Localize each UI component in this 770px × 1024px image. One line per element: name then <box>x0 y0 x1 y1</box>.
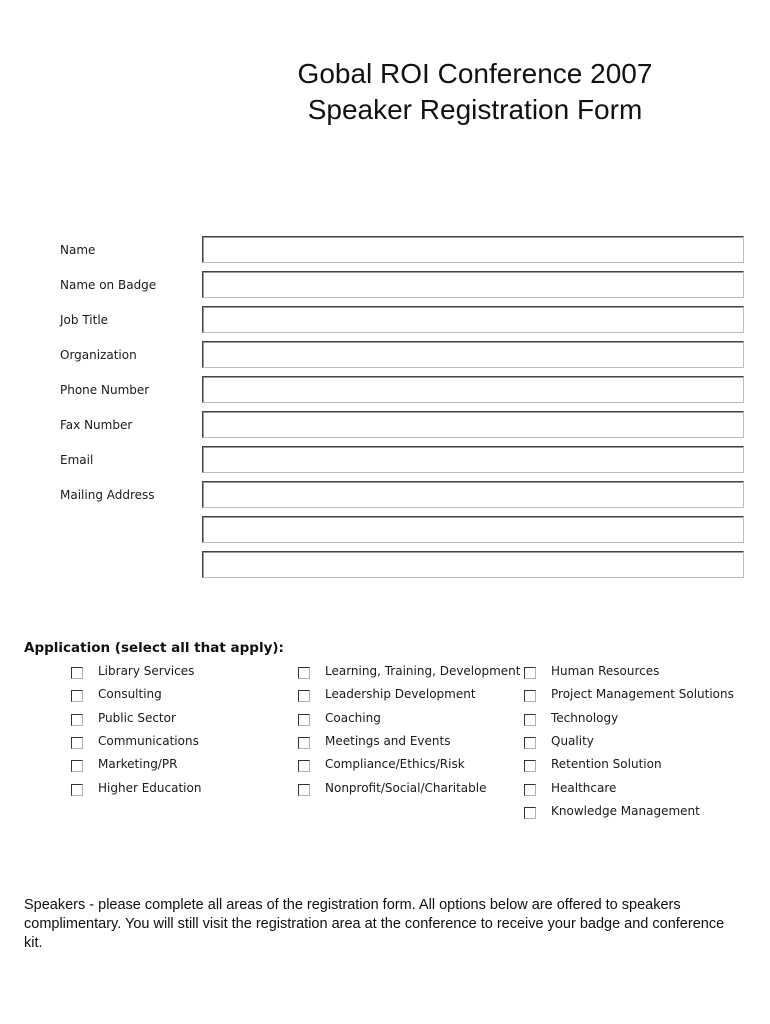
checkbox-marketing-pr[interactable] <box>71 760 83 772</box>
checkbox-human-resources[interactable] <box>524 667 536 679</box>
checkbox-higher-education[interactable] <box>71 784 83 796</box>
fax-number-label: Fax Number <box>60 418 133 432</box>
checkbox-label-communications: Communications <box>98 734 199 748</box>
name-on-badge-field[interactable] <box>202 271 744 298</box>
checkbox-label-coaching: Coaching <box>325 711 381 725</box>
checkbox-library-services[interactable] <box>71 667 83 679</box>
form-title <box>180 56 770 128</box>
job-title-field[interactable] <box>202 306 744 333</box>
checkbox-quality[interactable] <box>524 737 536 749</box>
checkbox-compliance-ethics-risk[interactable] <box>298 760 310 772</box>
checkbox-healthcare[interactable] <box>524 784 536 796</box>
name-field[interactable] <box>202 236 744 263</box>
checkbox-meetings-and-events[interactable] <box>298 737 310 749</box>
mailing-address-field[interactable] <box>202 481 744 508</box>
checkbox-label-technology: Technology <box>551 711 619 725</box>
job-title-label: Job Title <box>60 313 109 327</box>
mailing-address-line-2-field[interactable] <box>202 516 744 543</box>
name-on-badge-label: Name on Badge <box>60 278 157 292</box>
phone-number-label: Phone Number <box>60 383 150 397</box>
name-label: Name <box>60 243 96 257</box>
checkbox-label-consulting: Consulting <box>98 687 162 701</box>
checkbox-knowledge-management[interactable] <box>524 807 536 819</box>
checkbox-label-learning-training-development: Learning, Training, Development <box>325 664 521 678</box>
checkbox-label-project-management-solutions: Project Management Solutions <box>551 687 734 701</box>
checkbox-label-quality: Quality <box>551 734 594 748</box>
checkbox-retention-solution[interactable] <box>524 760 536 772</box>
organization-label: Organization <box>60 348 137 362</box>
checkbox-nonprofit-social-charitable[interactable] <box>298 784 310 796</box>
fax-number-field[interactable] <box>202 411 744 438</box>
checkbox-label-nonprofit-social-charitable: Nonprofit/Social/Charitable <box>325 781 487 795</box>
checkbox-label-compliance-ethics-risk: Compliance/Ethics/Risk <box>325 757 465 771</box>
checkbox-public-sector[interactable] <box>71 714 83 726</box>
checkbox-learning-training-development[interactable] <box>298 667 310 679</box>
organization-field[interactable] <box>202 341 744 368</box>
checkbox-label-knowledge-management: Knowledge Management <box>551 804 700 818</box>
form-title-line-1: Gobal ROI Conference 2007 <box>297 58 653 89</box>
mailing-address-label: Mailing Address <box>60 488 155 502</box>
email-field[interactable] <box>202 446 744 473</box>
mailing-address-line-3-field[interactable] <box>202 551 744 578</box>
phone-number-field[interactable] <box>202 376 744 403</box>
checkbox-technology[interactable] <box>524 714 536 726</box>
speaker-note: Speakers - please complete all areas of the registration form. All options below are offered to speakers complimentary. You will still visit the registration area at the conference to receive your badge and conference kit. <box>24 897 725 951</box>
checkbox-label-library-services: Library Services <box>98 664 195 678</box>
checkbox-label-public-sector: Public Sector <box>98 711 176 725</box>
checkbox-consulting[interactable] <box>71 690 83 702</box>
checkbox-label-human-resources: Human Resources <box>551 664 660 678</box>
checkbox-label-retention-solution: Retention Solution <box>551 757 662 771</box>
checkbox-communications[interactable] <box>71 737 83 749</box>
form-title-line-2: Speaker Registration Form <box>307 94 643 125</box>
checkbox-label-marketing-pr: Marketing/PR <box>98 757 178 771</box>
checkbox-leadership-development[interactable] <box>298 690 310 702</box>
checkbox-label-leadership-development: Leadership Development <box>325 687 476 701</box>
checkbox-label-meetings-and-events: Meetings and Events <box>325 734 451 748</box>
checkbox-coaching[interactable] <box>298 714 310 726</box>
checkbox-label-healthcare: Healthcare <box>551 781 617 795</box>
email-label: Email <box>60 453 94 467</box>
checkbox-label-higher-education: Higher Education <box>98 781 202 795</box>
checkbox-project-management-solutions[interactable] <box>524 690 536 702</box>
application-heading: Application (select all that apply): <box>24 640 284 656</box>
